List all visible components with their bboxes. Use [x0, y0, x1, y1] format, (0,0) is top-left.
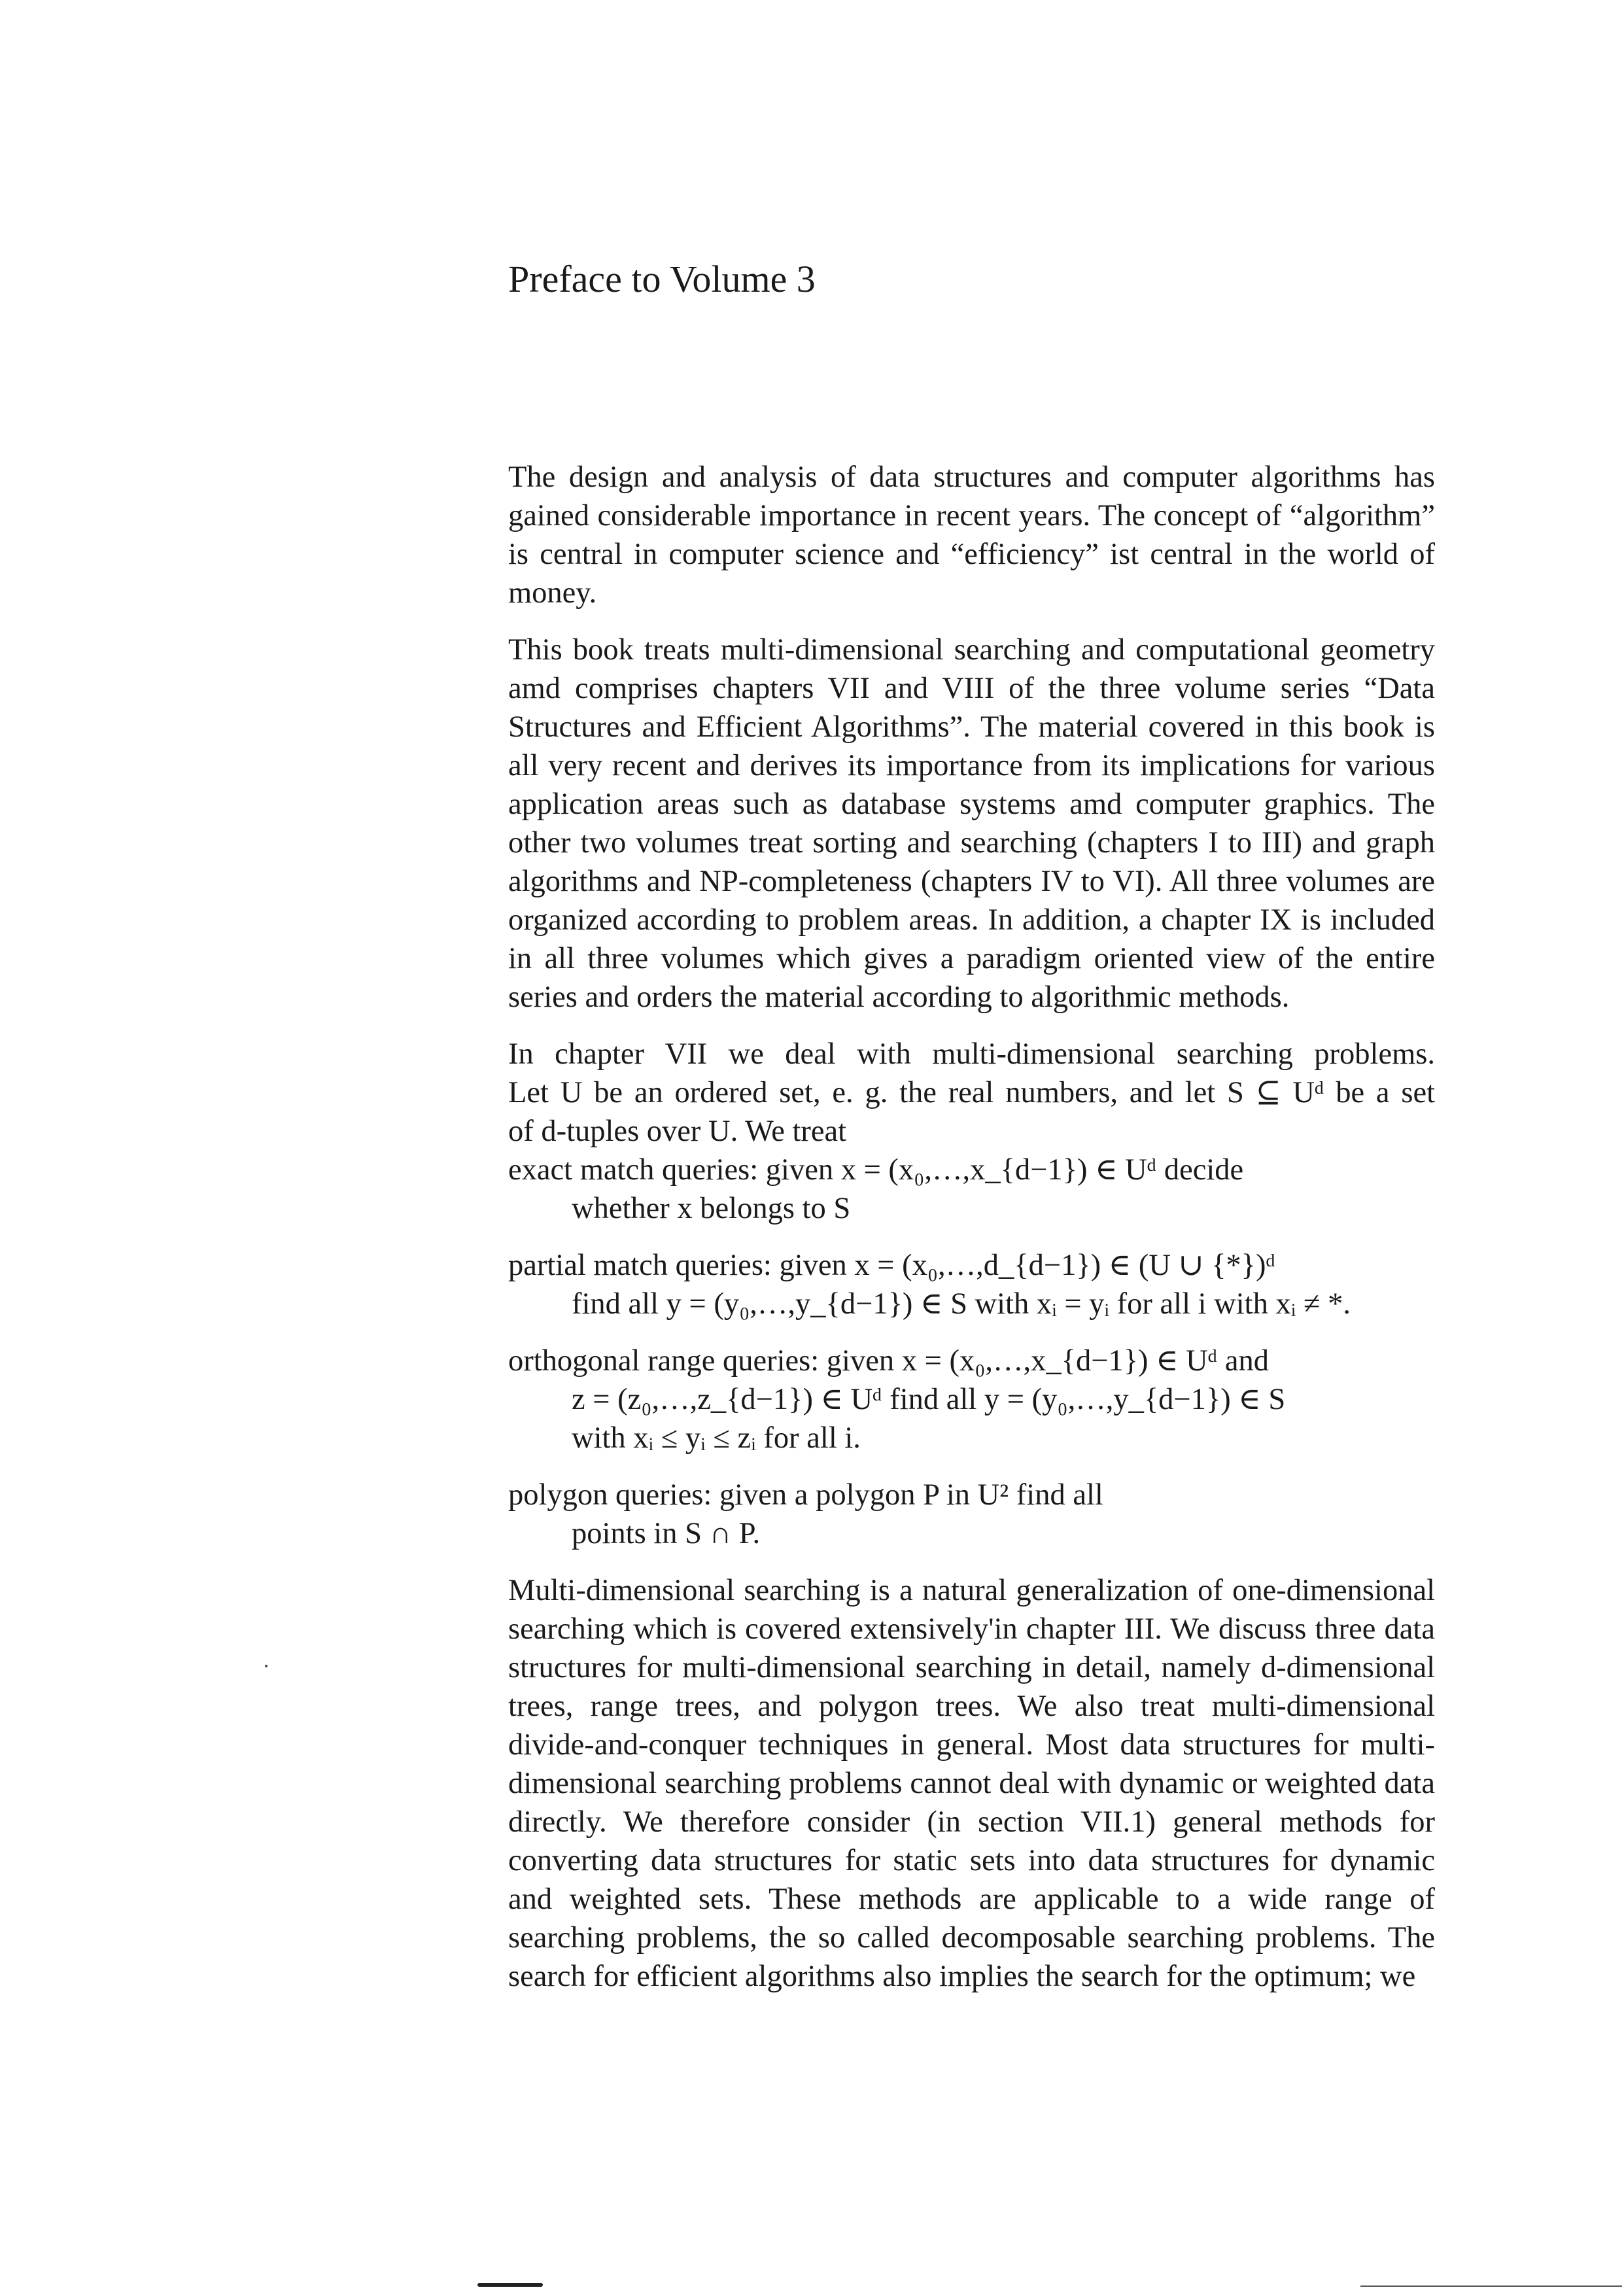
page-title: Preface to Volume 3: [508, 258, 816, 300]
polygon-query: [508, 1476, 1435, 1553]
query-definition-continued: find all y = (y₀,…,y_{d−1}) ∈ S with xᵢ = yᵢ for all i with xᵢ ≠ *.: [572, 1287, 1351, 1321]
query-definition-continued: points in S ∩ P.: [572, 1517, 761, 1550]
query-definition: polygon queries: given a polygon P in U² find all: [508, 1478, 1103, 1512]
query-definition: orthogonal range queries: given x = (x₀,…,x_{d−1}) ∈ Uᵈ and: [508, 1344, 1269, 1378]
query-definition-continued: with xᵢ ≤ yᵢ ≤ zᵢ for all i.: [572, 1421, 861, 1455]
preface-body: [508, 458, 1435, 2014]
query-definition-continued: z = (z₀,…,z_{d−1}) ∈ Uᵈ find all y = (y₀,…,y_{d−1}) ∈ S: [572, 1383, 1286, 1416]
scan-speck: [265, 1665, 268, 1667]
generalization-paragraph: Multi-dimensional searching is a natural generalization of one-dimensional searching which is covered extensively'in chapter III. We discuss three data structures for multi-dimensional searching in detail, namely d-dimensional trees, range trees, and polygon trees. We also treat multi-dimensional divide-and-conquer techniques in general. Most data structures for multi-dimensional searching problems cannot deal with dynamic or weighted data directly. We therefore consider (in section VII.1) general methods for converting data structures for static sets into data structures for dynamic and weighted sets. These methods are applicable to a wide range of searching problems, the so called decomposable searching problems. The search for efficient algorithms also implies the search for the optimum; we: [508, 1574, 1435, 1993]
chapter7-intro: [508, 1035, 1435, 1151]
partial-match-query: [508, 1246, 1435, 1323]
exact-match-query: [508, 1151, 1435, 1228]
chapter7-intro-line: Let U be an ordered set, e. g. the real numbers, and let S ⊆ Uᵈ be a set: [508, 1076, 1435, 1109]
page-edge-mark: [477, 2283, 543, 2287]
query-definition: partial match queries: given x = (x₀,…,d_{d−1}) ∈ (U ∪ {*})ᵈ: [508, 1249, 1275, 1282]
query-definition: exact match queries: given x = (x₀,…,x_{d−1}) ∈ Uᵈ decide: [508, 1153, 1244, 1187]
overview-paragraph: This book treats multi-dimensional searching and computational geometry amd comprises chapters VII and VIII of the three volume series “Data Structures and Efficient Algorithms”. The material covered in this book is all very recent and derives its importance from its implications for various application areas such as database systems amd computer graphics. The other two volumes treat sorting and searching (chapters I to III) and graph algorithms and NP-completeness (chapters IV to VI). All three volumes are organized according to problem areas. In addition, a chapter IX is included in all three volumes which gives a paradigm oriented view of the entire series and orders the material according to algorithmic methods.: [508, 633, 1435, 1014]
chapter7-intro-line: In chapter VII we deal with multi-dimensional searching problems.: [508, 1037, 1435, 1071]
page-edge-line: [1360, 2285, 1622, 2287]
intro-paragraph: The design and analysis of data structures and computer algorithms has gained considerable importance in recent years. The concept of “algorithm” is central in computer science and “efficiency” ist central in the world of money.: [508, 461, 1435, 610]
query-definition-continued: whether x belongs to S: [572, 1192, 851, 1225]
chapter7-intro-line: of d-tuples over U. We treat: [508, 1115, 847, 1148]
orthogonal-range-query: [508, 1342, 1435, 1457]
